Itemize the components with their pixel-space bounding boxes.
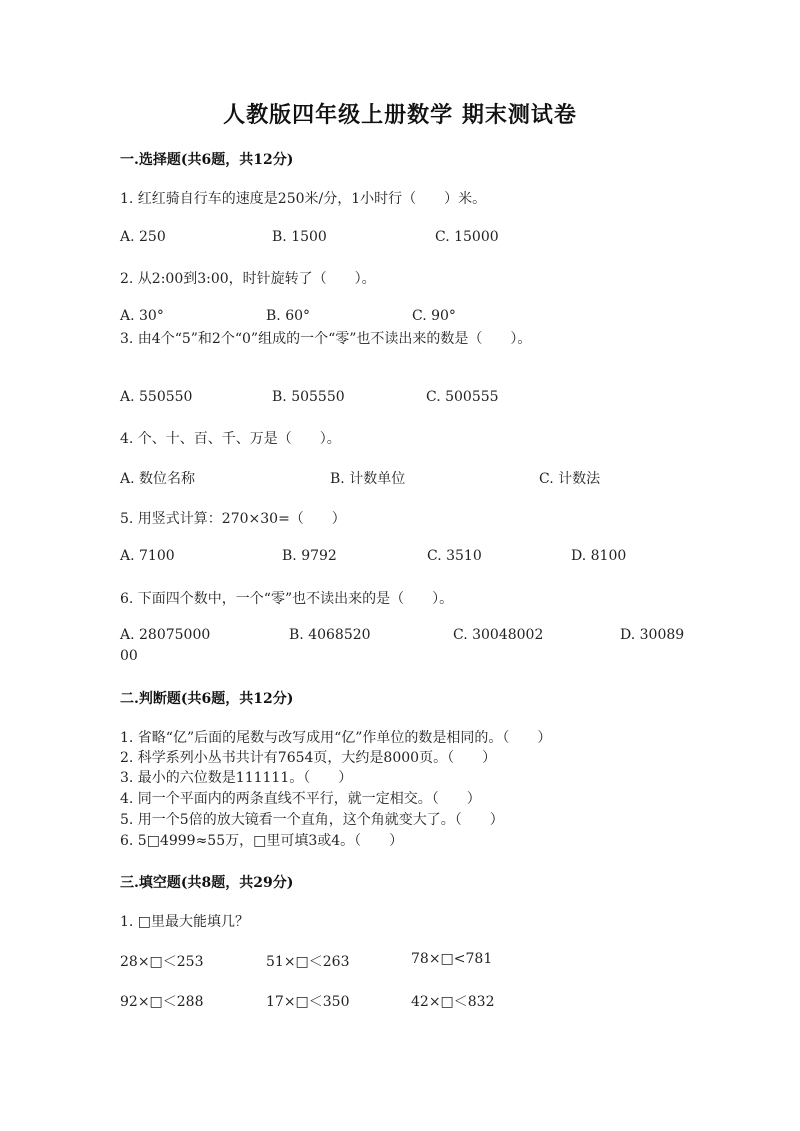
option-c: C. 3510 bbox=[427, 548, 482, 564]
option-a: A. 30° bbox=[120, 308, 164, 324]
fill-expression: 51×□＜263 bbox=[266, 954, 350, 970]
question-text: 4. 个、十、百、千、万是（ ）。 bbox=[120, 431, 341, 447]
option-b: B. 1500 bbox=[272, 229, 327, 245]
section-heading-fill: 三.填空题(共8题，共29分) bbox=[120, 875, 294, 891]
option-a: A. 数位名称 bbox=[120, 471, 196, 487]
judge-item: 1. 省略“亿”后面的尾数与改写成用“亿”作单位的数是相同的。（ ） bbox=[120, 730, 552, 746]
fill-expression: 78×□<781 bbox=[411, 951, 493, 967]
judge-item: 5. 用一个5倍的放大镜看一个直角，这个角就变大了。（ ） bbox=[120, 812, 504, 828]
question-text: 1. □里最大能填几？ bbox=[120, 914, 250, 930]
option-a: A. 250 bbox=[120, 229, 166, 245]
option-a: A. 28075000 bbox=[120, 627, 211, 643]
option-d-wrap: 00 bbox=[120, 648, 138, 664]
question-text: 1. 红红骑自行车的速度是250米/分，1小时行（ ）米。 bbox=[120, 191, 487, 207]
option-d: D. 8100 bbox=[571, 548, 627, 564]
section-heading-judge: 二.判断题(共6题，共12分) bbox=[120, 691, 294, 707]
question-text: 5. 用竖式计算：270×30=（ ） bbox=[120, 511, 346, 527]
fill-expression: 42×□＜832 bbox=[411, 994, 495, 1010]
option-c: C. 30048002 bbox=[453, 627, 544, 643]
option-a: A. 7100 bbox=[120, 548, 175, 564]
judge-item: 3. 最小的六位数是111111。（ ） bbox=[120, 770, 353, 786]
option-c: C. 计数法 bbox=[539, 471, 601, 487]
judge-item: 6. 5□4999≈55万，□里可填3或4。（ ） bbox=[120, 833, 404, 849]
fill-expression: 17×□＜350 bbox=[266, 994, 350, 1010]
judge-item: 2. 科学系列小丛书共计有7654页，大约是8000页。（ ） bbox=[120, 750, 497, 766]
option-c: C. 90° bbox=[412, 308, 456, 324]
option-c: C. 15000 bbox=[435, 229, 499, 245]
option-b: B. 9792 bbox=[282, 548, 337, 564]
option-b: B. 计数单位 bbox=[330, 471, 406, 487]
page-title: 人教版四年级上册数学 期末测试卷 bbox=[223, 102, 577, 128]
option-b: B. 505550 bbox=[272, 389, 345, 405]
option-d: D. 30089 bbox=[620, 627, 685, 643]
question-text: 6. 下面四个数中，一个“零”也不读出来的是（ ）。 bbox=[120, 591, 454, 607]
question-text: 2. 从2:00到3:00，时针旋转了（ ）。 bbox=[120, 271, 376, 287]
option-b: B. 60° bbox=[266, 308, 311, 324]
section-heading-choice: 一.选择题(共6题，共12分) bbox=[120, 152, 294, 168]
judge-item: 4. 同一个平面内的两条直线不平行，就一定相交。（ ） bbox=[120, 791, 481, 807]
option-b: B. 4068520 bbox=[289, 627, 371, 643]
fill-expression: 28×□＜253 bbox=[120, 954, 204, 970]
option-c: C. 500555 bbox=[426, 389, 499, 405]
question-text: 3. 由4个“5”和2个“0”组成的一个“零”也不读出来的数是（ ）。 bbox=[120, 331, 532, 347]
option-a: A. 550550 bbox=[120, 389, 193, 405]
fill-expression: 92×□＜288 bbox=[120, 994, 204, 1010]
